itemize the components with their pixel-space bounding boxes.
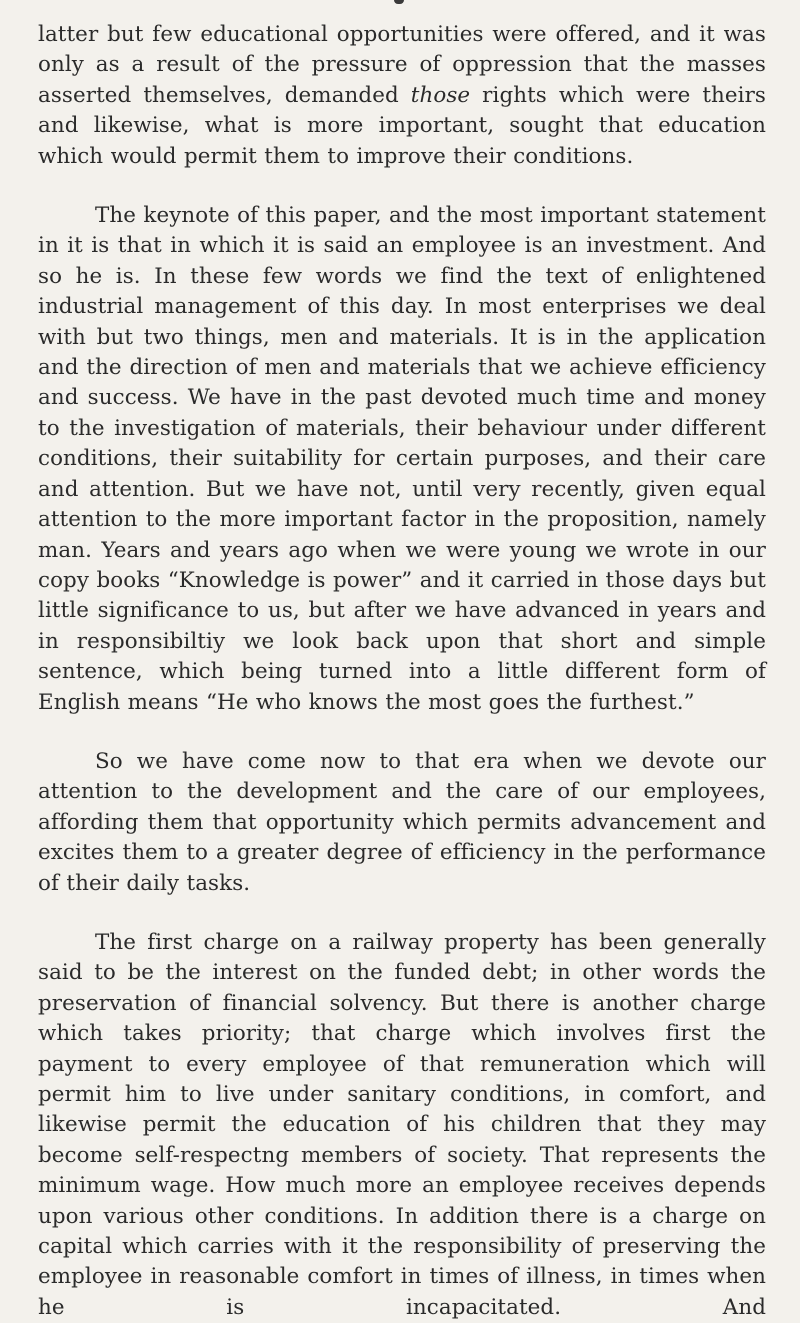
paragraph-1-text-start: latter but few educational opportunities were offered, and it was only as a result of the pressure of oppression that the masses asserted themselves, demanded (38, 22, 766, 108)
top-edge-mark (394, 0, 404, 4)
paragraph-keynote: The keynote of this paper, and the most important statement in it is that in which it is said an employee is an investment. And so he is. In these few words we find the text of enlightened industrial management of this day. In most enterprises we deal with but two things, men and materials. It is in the application and the direction of men and materials that we achieve efficiency and success. We have in the past devoted much time and money to the investigation of materials, their behaviour under different conditions, their suitability for certain purposes, and their care and attention. But we have not, until very recently, given equal attention to the more important factor in the proposition, namely man. Years and years ago when we were young we wrote in our copy books “Knowledge is power” and it carried in those days but little significance to us, but after we have advanced in years and in responsibiltiy we look back upon that short and simple sentence, which being turned into a little different form of English means “He who knows the most goes the furthest.” (38, 203, 766, 715)
paragraph-era: So we have come now to that era when we devote our attention to the development and the care of our employees, affording them that opportunity which permits advancement and excites them to a greater degree of efficiency in the performance of their daily tasks. (38, 748, 766, 896)
document-page (38, 20, 766, 1323)
paragraph-first-charge: The first charge on a railway property has been generally said to be the interest on the funded debt; in other words the preservation of financial solvency. But there is another charge which takes priority; that charge which involves first the payment to every employee of that remuneration which will permit him to live under sanitary conditions, in comfort, and likewise permit the education of his children that they may become self-respectng members of society. That represents the minimum wage. How much more an employee receives depends upon various other conditions. In addition there is a charge on capital which carries with it the responsibility of preserving the employee in reasonable comfort in times of illness, in times when he is incapacitated. And (38, 929, 766, 1320)
paragraph-1-text-end: rights which were theirs and likewise, what is more important, sought that education which would permit them to improve their conditions. (38, 82, 767, 169)
paragraph-continuation (38, 20, 766, 172)
emphasized-word: those (410, 82, 471, 108)
